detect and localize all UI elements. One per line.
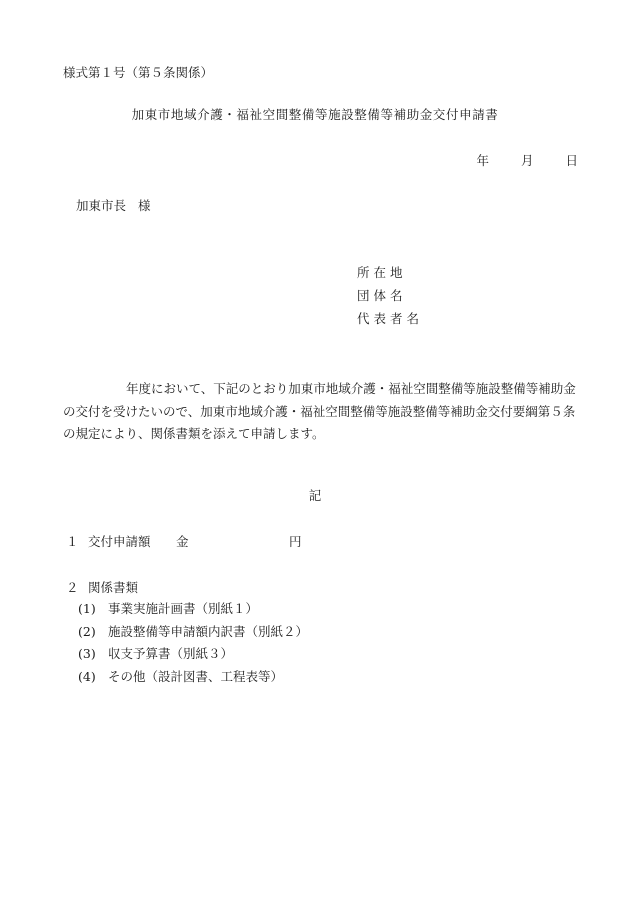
ki-heading: 記 <box>308 488 322 503</box>
amount-yen: 円 <box>289 534 302 549</box>
document-text: 施設整備等申請額内訳書（別紙２） <box>108 624 309 639</box>
date-day-label: 日 <box>565 153 578 168</box>
document-title: 加東市地域介護・福祉空間整備等施設整備等補助金交付申請書 <box>131 107 499 122</box>
statement-line-2: の交付を受けたいので、加東市地域介護・福祉空間整備等施設整備等補助金交付要綱第５条 <box>63 403 576 419</box>
statement-line-1: 年度において、下記のとおり加東市地域介護・福祉空間整備等施設整備等補助金 <box>126 381 576 396</box>
item-label: 交付申請額 <box>88 534 151 549</box>
form-number: 様式第１号（第５条関係） <box>63 65 214 80</box>
document-index: (2) <box>78 624 96 639</box>
addressee-honorific: 様 <box>138 198 151 213</box>
document-index: (3) <box>78 646 96 661</box>
application-statement <box>63 378 588 446</box>
document-index: (4) <box>78 669 96 684</box>
document-list-item <box>78 669 283 685</box>
item-label: 関係書類 <box>88 580 139 595</box>
document-index: (1) <box>78 601 96 616</box>
item-related-documents <box>66 580 138 596</box>
document-list-item <box>78 601 258 617</box>
document-text: 事業実施計画書（別紙１） <box>108 601 259 616</box>
applicant-address-label: 所在地 <box>357 265 407 280</box>
item-number: ２ <box>66 580 79 595</box>
document-list-item <box>78 624 308 640</box>
document-list-item <box>78 646 233 662</box>
document-text: その他（設計図書、工程表等） <box>108 669 284 684</box>
statement-line-3: の規定により、関係書類を添えて申請します。 <box>63 426 325 441</box>
applicant-organization-label: 団体名 <box>357 288 407 303</box>
addressee-name: 加東市長 <box>76 198 127 213</box>
document-text: 収支予算書（別紙３） <box>108 646 234 661</box>
addressee <box>76 198 151 214</box>
item-number: １ <box>66 534 79 549</box>
date-month-label: 月 <box>520 153 534 168</box>
item-application-amount <box>66 534 302 550</box>
applicant-representative-label: 代表者名 <box>357 311 424 326</box>
amount-kin: 金 <box>176 534 189 549</box>
date-year-label: 年 <box>476 153 489 168</box>
date-line <box>438 153 578 169</box>
